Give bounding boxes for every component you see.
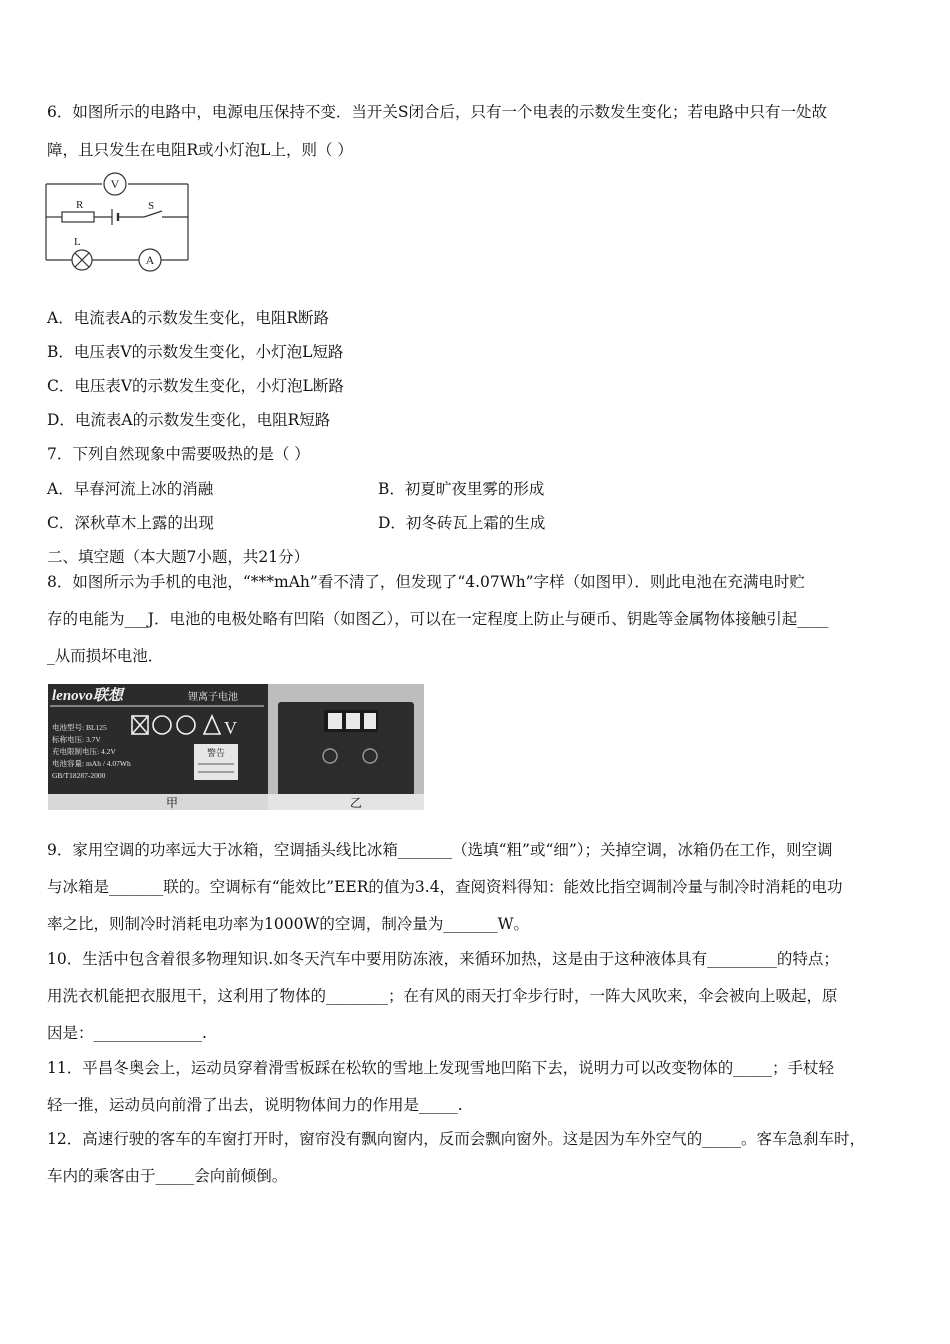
brand-logo: lenovo联想	[52, 688, 123, 704]
q12-stem-line1: 12．高速行驶的客车的车窗打开时，窗帘没有飘向窗内，反而会飘向窗外。这是因为车外空气的_____。客车急刹车时，	[47, 1130, 865, 1148]
voltmeter-label: V	[110, 177, 120, 191]
q12-stem-line2: 车内的乘客由于_____会向前倾倒。	[47, 1167, 288, 1185]
q8-stem-line3: _从而损坏电池．	[47, 647, 164, 665]
q6-stem-line1: 6．如图所示的电路中，电源电压保持不变．当开关S闭合后，只有一个电表的示数发生变化；若电路中只有一处故	[47, 103, 827, 121]
caption-jia: 甲	[165, 796, 179, 810]
q10-stem-line1: 10．生活中包含着很多物理知识.如冬天汽车中要用防冻液，来循环加热，这是由于这种液体具有_________的特点；	[47, 950, 839, 968]
model-line: 电池型号: BL125	[52, 723, 107, 732]
q6-option-b: B．电压表V的示数发生变化，小灯泡L短路	[47, 343, 344, 361]
q7-stem: 7．下列自然现象中需要吸热的是（ ）	[47, 445, 310, 463]
q9-stem-line1: 9．家用空调的功率远大于冰箱，空调插头线比冰箱_______（选填“粗”或“细”）；关掉空调，冰箱仍在工作，则空调	[47, 841, 833, 859]
lamp-label: L	[74, 236, 81, 248]
q8-stem-line2: 存的电能为___J．电池的电极处略有凹陷（如图乙），可以在一定程度上防止与硬币、钥匙等金属物体接触引起____	[47, 610, 829, 628]
q11-stem-line2: 轻一推，运动员向前滑了出去，说明物体间力的作用是_____.	[47, 1096, 463, 1114]
q7-option-d: D．初冬砖瓦上霜的生成	[378, 514, 546, 532]
q6-option-c: C．电压表V的示数发生变化，小灯泡L断路	[47, 377, 344, 395]
q10-stem-line3: 因是：______________.	[47, 1024, 207, 1042]
q8-stem-line1: 8．如图所示为手机的电池，“***mAh”看不清了，但发现了“4.07Wh”字样（如图甲）．则此电池在充满电时贮	[47, 573, 805, 591]
q7-option-c: C．深秋草木上露的出现	[47, 514, 214, 532]
v-symbol: V	[224, 718, 237, 738]
standard-line: GB/T18287-2000	[52, 771, 106, 780]
q7-option-b: B．初夏旷夜里雾的形成	[378, 480, 545, 498]
q9-stem-line2: 与冰箱是_______联的。空调标有“能效比”EER的值为3.4，查阅资料得知：能效比指空调制冷量与制冷时消耗的电功	[47, 878, 843, 896]
q6-option-a: A．电流表A的示数发生变化，电阻R断路	[47, 309, 330, 327]
ammeter-label: A	[145, 253, 155, 267]
battery-photo	[48, 684, 424, 810]
resistor-r	[62, 212, 94, 222]
q6-stem-line2: 障，且只发生在电阻R或小灯泡L上，则（ ）	[47, 141, 353, 159]
battery-type: 锂离子电池	[188, 692, 238, 703]
q6-option-d: D．电流表A的示数发生变化，电阻R短路	[47, 411, 331, 429]
warning-label: 警告	[206, 748, 226, 758]
capacity-line: 电池容量: mAh / 4.07Wh	[52, 759, 131, 768]
voltage-line: 标称电压: 3.7V	[52, 735, 101, 744]
q9-stem-line3: 率之比，则制冷时消耗电功率为1000W的空调，制冷量为_______W。	[47, 915, 530, 933]
q10-stem-line2: 用洗衣机能把衣服甩干，这利用了物体的________；在有风的雨天打伞步行时，一阵大风吹来，伞会被向上吸起，原	[47, 987, 838, 1005]
switch-label: S	[148, 200, 155, 212]
charge-line: 充电限制电压: 4.2V	[52, 747, 116, 756]
circuit-diagram	[40, 172, 195, 272]
q11-stem-line1: 11．平昌冬奥会上，运动员穿着滑雪板踩在松软的雪地上发现雪地凹陷下去，说明力可以改变物体的_____；手杖轻	[47, 1059, 834, 1077]
section-heading: 二、填空题（本大题7小题，共21分）	[47, 548, 310, 566]
q7-option-a: A．早春河流上冰的消融	[47, 480, 214, 498]
caption-yi: 乙	[349, 796, 363, 810]
resistor-label: R	[76, 199, 84, 211]
